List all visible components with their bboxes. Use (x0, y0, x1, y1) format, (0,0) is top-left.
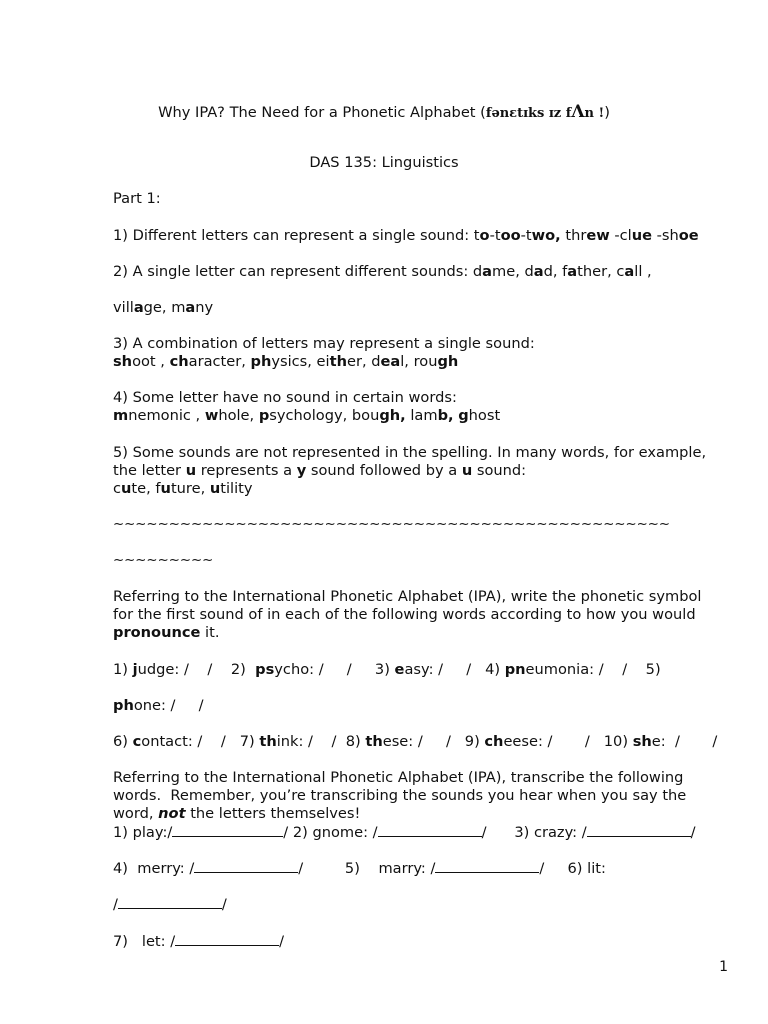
point-5-line-2: the letter u represents a y sound followed by a u sound: (113, 462, 527, 479)
tilde-divider: ~~~~~~~~~~~~~~~~~~~~~~~~~~~~~~~~~~~~~~~~~~~~~~~~~~ (113, 517, 671, 532)
exercise-2-row-4: 7) let: / / (113, 933, 285, 950)
point-3-line-1: 3) A combination of letters may represent a single sound: (113, 335, 535, 352)
instructions-1-line-1: Referring to the International Phonetic Alphabet (IPA), write the phonetic symbol (113, 588, 702, 605)
answer-blank-marry[interactable] (435, 859, 539, 873)
ipa-transcription: fənɛtɪks ɪz fΛn ! (485, 102, 605, 122)
exercise-1-row-1: 1) judge: / / 2) psycho: / / 3) easy: / / 4) pneumonia: / / 5) (113, 661, 661, 678)
point-2-line-1: 2) A single letter can represent different sounds: dame, dad, father, call , (113, 263, 652, 280)
point-2-line-2: village, many (113, 299, 214, 316)
part-heading: Part 1: (113, 190, 161, 207)
instructions-1-line-3: pronounce it. (113, 624, 220, 641)
page-number: 1 (719, 959, 728, 975)
answer-blank-play[interactable] (172, 823, 283, 837)
answer-blank-merry[interactable] (194, 859, 298, 873)
document-title: Why IPA? The Need for a Phonetic Alphabet (fənɛtɪks ɪz fΛn !) (158, 102, 610, 122)
instructions-1-line-2: for the first sound of in each of the following words according to how you would (113, 606, 696, 623)
exercise-1-row-2: phone: / / (113, 697, 204, 714)
point-1: 1) Different letters can represent a single sound: to-too-two, threw -clue -shoe (113, 227, 699, 244)
exercise-2-row-2: 4) merry: / / 5) marry: / / 6) lit: (113, 860, 606, 877)
point-3-line-2: shoot , character, physics, either, deal, rough (113, 353, 459, 370)
point-5-line-3: cute, future, utility (113, 480, 253, 497)
point-5-line-1: 5) Some sounds are not represented in the spelling. In many words, for example, (113, 444, 707, 461)
answer-blank-let[interactable] (175, 932, 279, 946)
exercise-2-row-1: 1) play:/ / 2) gnome: / / 3) crazy: / / (113, 824, 696, 841)
instructions-2-line-3: word, not the letters themselves! (113, 805, 361, 822)
answer-blank-gnome[interactable] (378, 823, 482, 837)
answer-blank-crazy[interactable] (587, 823, 691, 837)
instructions-2-line-1: Referring to the International Phonetic Alphabet (IPA), transcribe the following (113, 769, 684, 786)
exercise-2-row-3: / / (113, 896, 227, 913)
point-4-line-1: 4) Some letter have no sound in certain words: (113, 389, 457, 406)
point-4-line-2: mnemonic , whole, psychology, bough, lamb, ghost (113, 407, 501, 424)
instructions-2-line-2: words. Remember, you’re transcribing the sounds you hear when you say the (113, 787, 687, 804)
tilde-divider-continued: ~~~~~~~~~ (113, 553, 214, 568)
answer-blank-lit[interactable] (118, 895, 222, 909)
course-title: DAS 135: Linguistics (309, 154, 459, 171)
exercise-1-row-3: 6) contact: / / 7) think: / / 8) these: / / 9) cheese: / / 10) she: / / (113, 733, 718, 750)
